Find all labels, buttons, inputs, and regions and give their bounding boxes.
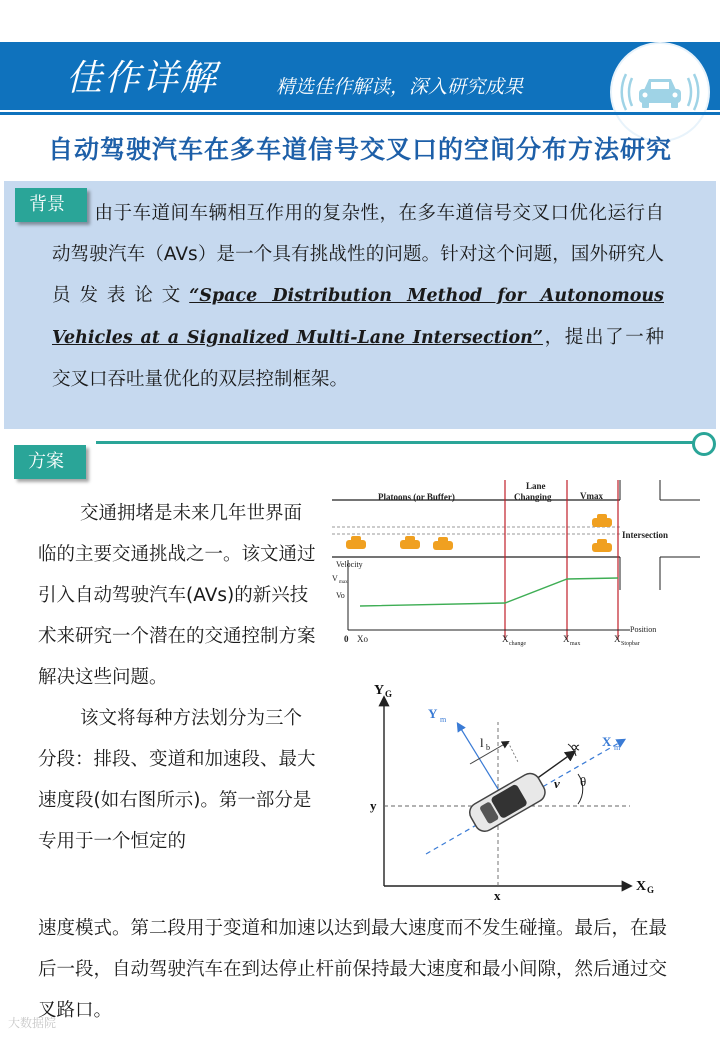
label-lb: l <box>480 735 484 750</box>
header-title: 佳作详解 <box>66 58 219 99</box>
lb-guide <box>508 742 518 762</box>
car-icon <box>433 537 453 550</box>
label-xmax: X <box>563 634 570 644</box>
label-y: y <box>370 798 377 813</box>
section-divider <box>96 441 694 444</box>
plan-paragraph-2-end: 速度模式。第二段用于变道和加速以达到最大速度而不发生碰撞。最后，在最后一段，自动驾驶汽车在到达停止杆前保持最大速度和最小间隙，然后通过交叉路口。 <box>38 918 668 1021</box>
velocity-profile <box>360 578 618 606</box>
label-lane: Lane <box>526 481 546 491</box>
car-icon <box>612 44 708 140</box>
label-xchange-sub: change <box>509 641 526 647</box>
label-xg: X <box>636 879 647 894</box>
label-xstop: X <box>614 634 621 644</box>
label-vmax-sub: max <box>339 580 348 585</box>
label-vmax-segment: Vmax <box>580 491 603 501</box>
label-yg-sub: G <box>385 689 393 699</box>
car-icon <box>346 536 366 549</box>
label-xo: Xo <box>357 634 368 644</box>
plan-paragraph-1: 交通拥堵是未来几年世界面临的主要交通挑战之一。该文通过引入自动驾驶汽车(AVs)的新兴技术来研究一个潜在的交通控制方案解决这些问题。 <box>38 503 316 688</box>
plan-bottom-text <box>38 908 678 1031</box>
article-title: 自动驾驶汽车在多车道信号交叉口的空间分布方法研究 <box>47 135 672 164</box>
label-alpha: ∝ <box>570 740 581 756</box>
label-position: Position <box>630 625 657 634</box>
label-x: x <box>494 888 501 902</box>
label-zero: 0 <box>344 634 349 644</box>
car-icon <box>592 539 612 552</box>
label-ym-sub: m <box>440 715 447 724</box>
paper-reference: “Space Distribution Method for Autonomous Vehicles at a Signalized Multi-Lane Intersection” <box>52 286 664 348</box>
label-ym: Y <box>428 706 438 721</box>
label-theta: θ <box>580 774 587 789</box>
label-xm: X <box>602 734 612 749</box>
label-xmax-sub: max <box>570 641 581 647</box>
plan-tag: 方案 <box>14 445 86 479</box>
label-xstop-sub: Stopbar <box>621 641 640 647</box>
label-intersection: Intersection <box>622 530 668 540</box>
background-tag: 背景 <box>15 188 87 222</box>
vehicle-coordinate-diagram <box>368 682 668 902</box>
segment-diagram <box>330 470 702 650</box>
label-velocity: Velocity <box>336 560 363 569</box>
background-text-after: ，提出了一种交叉口吞吐量优化的双层控制框架。 <box>52 327 664 390</box>
label-yg: Y <box>374 683 385 698</box>
car-icon <box>592 514 612 527</box>
background-text-before: 由于车道间车辆相互作用的复杂性，在多车道信号交叉口优化运行自动驾驶汽车（AVs）是一个具有挑战性的问题。针对这个问题，国外研究人员发表论文 <box>52 203 664 306</box>
label-changing: Changing <box>514 492 552 502</box>
car-icon <box>466 770 549 835</box>
label-v: v <box>554 776 560 791</box>
car-icon <box>400 536 420 549</box>
divider-circle <box>692 432 716 456</box>
label-xg-sub: G <box>647 885 655 895</box>
label-xm-sub: m <box>614 743 621 752</box>
label-xchange: X <box>502 634 509 644</box>
header-subtitle: 精选佳作解读，深入研究成果 <box>276 76 524 98</box>
label-vo: Vo <box>336 591 345 600</box>
label-vmax: V <box>332 574 338 583</box>
plan-column-text <box>38 493 320 862</box>
plan-paragraph-2-start: 该文将每种方法划分为三个分段：排段、变道和加速段、最大速度段(如右图所示)。第一部分是专用于一个恒定的 <box>38 708 316 852</box>
label-platoons: Platoons (or Buffer) <box>378 492 455 502</box>
background-text <box>52 193 664 400</box>
label-lb-sub: b <box>486 743 490 752</box>
watermark: 大数据院 <box>8 1016 57 1030</box>
header-underline <box>0 112 720 115</box>
